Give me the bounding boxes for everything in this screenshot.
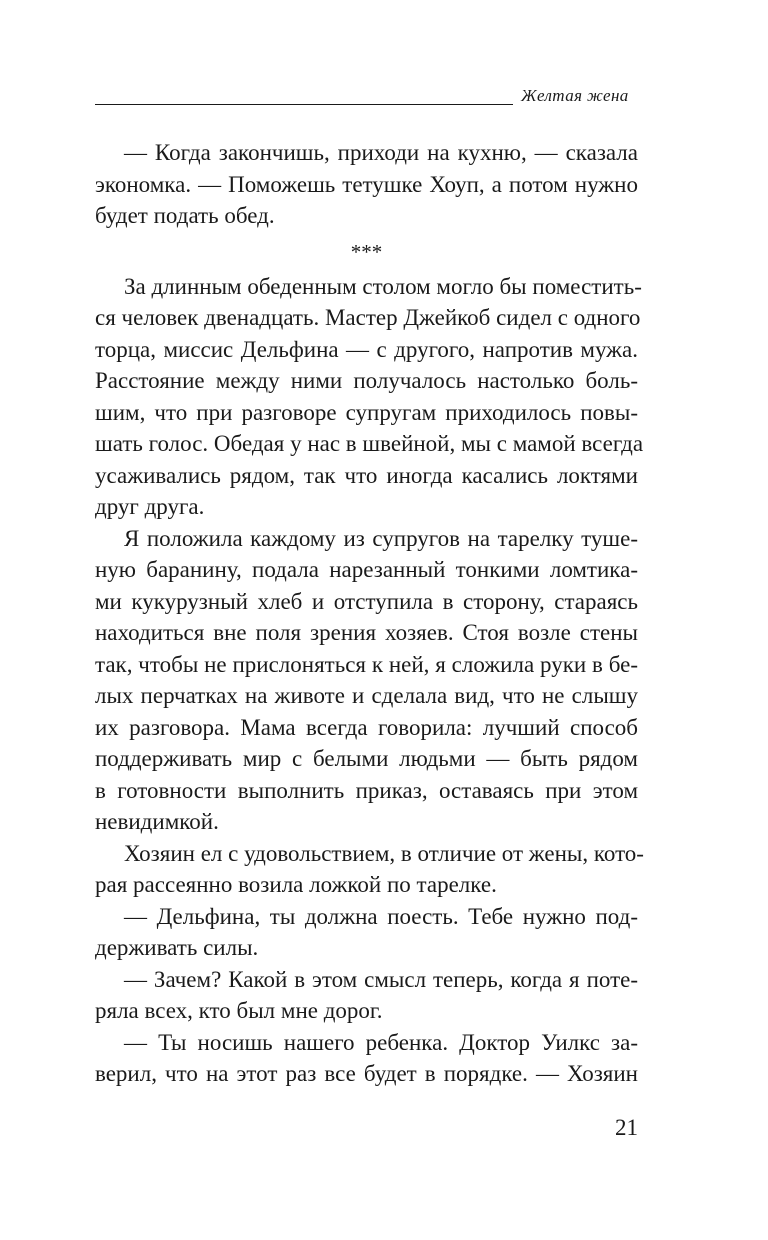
section-separator: *** xyxy=(350,239,383,264)
page-number: 21 xyxy=(615,1115,638,1140)
text-line: — Когда закончишь, приходи на кухню, — сказала xyxy=(124,140,638,165)
text-line: рая рассеянно возила ложкой по тарелке. xyxy=(95,872,497,897)
text-line: невидимкой. xyxy=(95,809,219,834)
text-line: — Ты носишь нашего ребенка. Доктор Уилкс за- xyxy=(124,1029,638,1055)
text-line: шать голос. Обедая у нас в швейной, мы с мамой всегда xyxy=(95,431,644,456)
running-head: Желтая жена xyxy=(521,86,629,105)
text-line: Расстояние между ними получалось настолько боль- xyxy=(95,368,638,393)
text-line: лых перчатках на животе и сделала вид, что не слышу xyxy=(95,683,638,708)
header-rule xyxy=(95,104,513,105)
text-line: ряла всех, кто был мне дорог. xyxy=(95,998,383,1023)
text-line: их разговора. Мама всегда говорила: лучший способ xyxy=(95,714,638,740)
text-line: — Дельфина, ты должна поесть. Тебе нужно под- xyxy=(124,903,638,929)
text-line: экономка. — Поможешь тетушке Хоуп, а потом нужно xyxy=(95,171,638,197)
text-line: шим, что при разговоре супругам приходилось повы- xyxy=(95,399,638,425)
text-line: будет подать обед. xyxy=(95,203,275,228)
text-line: ную баранину, подала нарезанный тонкими ломтика- xyxy=(95,557,638,582)
text-line: друг друга. xyxy=(95,494,205,519)
body-text xyxy=(95,137,644,1090)
text-line: усаживались рядом, так что иногда касались локтями xyxy=(95,462,638,488)
text-line: держивать силы. xyxy=(95,935,259,960)
text-line: Хозяин ел с удовольствием, в отличие от жены, кото- xyxy=(124,840,644,866)
text-line: в готовности выполнить приказ, оставаясь при этом xyxy=(95,777,638,803)
text-line: Я положила каждому из супругов на тарелку туше- xyxy=(124,525,638,551)
text-line: находиться вне поля зрения хозяев. Стоя возле стены xyxy=(95,620,638,645)
text-line: ся человек двенадцать. Мастер Джейкоб сидел с одного xyxy=(95,305,641,330)
text-line: верил, что на этот раз все будет в порядке. — Хозяин xyxy=(95,1061,638,1086)
text-line: — Зачем? Какой в этом смысл теперь, когда я поте- xyxy=(124,966,638,992)
text-line: торца, миссис Дельфина — с другого, напротив мужа. xyxy=(95,336,638,362)
text-line: так, чтобы не прислоняться к ней, я сложила руки в бе- xyxy=(95,651,638,677)
text-line: За длинным обеденным столом могло бы поместить- xyxy=(124,273,642,299)
text-line: ми кукурузный хлеб и отступила в сторону, стараясь xyxy=(95,588,638,614)
text-line: поддерживать мир с белыми людьми — быть рядом xyxy=(95,746,638,771)
